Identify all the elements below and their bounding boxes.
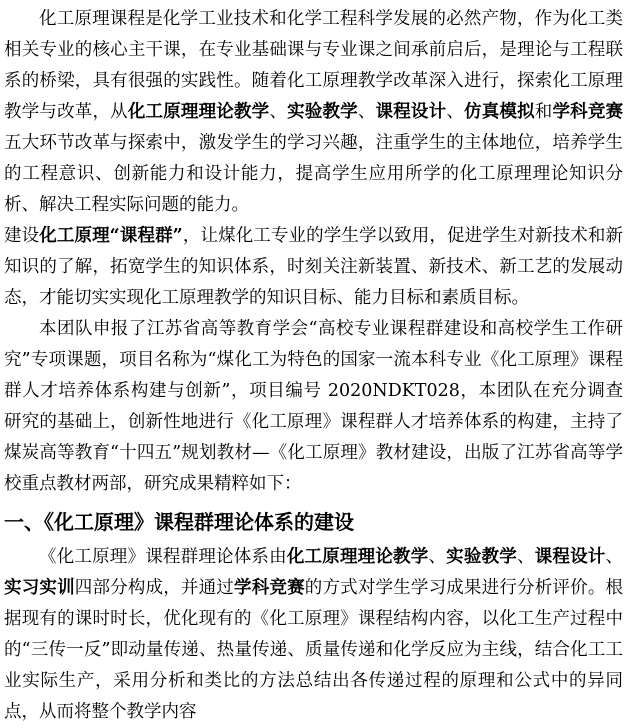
- text-run: 《化工原理》课程群理论体系由: [39, 547, 287, 567]
- bold-term-experiment-teaching: 实验教学: [446, 547, 517, 567]
- bold-term-internship: 实习实训: [4, 578, 75, 598]
- text-run: ，让煤化工专业的学生学以致用，促进学生对新技术和新知识的了解，拓宽学生的知识体系，时刻关注新装置、新技术、新工艺的发展动态，才能切实实现化工原理教学的知识目标、能力目标和素质目标。: [4, 226, 624, 308]
- bold-term-experiment-teaching: 实验教学: [287, 102, 358, 122]
- bold-term-course-design: 课程设计: [534, 547, 606, 567]
- intro-paragraph: [4, 4, 623, 221]
- separator: 、: [428, 547, 447, 567]
- text-run: 五大环节改革与探索中，激发学生的学习兴趣，注重学生的主体地位，培养学生的工程意识、创新能力和设计能力，提高学生应用所学的化工原理理论知识分析、解决工程实际问题的能力。: [4, 133, 623, 215]
- text-run: 本团队申报了江苏省高等教育学会“高校专业课程群建设和高校学生工作研究”专项课题，项目名称为“煤化工为特色的国家一流本科专业《化工原理》课程群人才培养体系构建与创新”，项目编号 2020NDKT028，本团队在充分调查研究的基础上，创新性地进行《化工原理》课程群人才培养体系的构建，主持了煤炭高等教育“十四五”规划教材—《化工原理》教材建设，出版了江苏省高等学校重点教材两部，研究成果精粹如下：: [4, 319, 623, 494]
- project-paragraph: [4, 314, 623, 500]
- bold-term-theory-teaching: 化工原理理论教学: [127, 102, 270, 122]
- bold-term-simulation: 仿真模拟: [464, 102, 535, 122]
- separator: 和: [534, 102, 553, 122]
- bold-term-competition: 学科竞赛: [234, 578, 305, 598]
- separator: 、: [605, 547, 623, 567]
- section-heading: 一、《化工原理》课程群理论体系的建设: [4, 510, 354, 534]
- separator: 、: [516, 547, 535, 567]
- bold-term-theory-teaching: 化工原理理论教学: [286, 547, 429, 567]
- bold-term-competition: 学科竞赛: [552, 102, 624, 122]
- separator: 、: [446, 102, 465, 122]
- bold-term-course-group: 化工原理“课程群”: [39, 226, 183, 246]
- theory-system-paragraph: [4, 542, 623, 728]
- course-group-paragraph: [4, 221, 623, 314]
- separator: 、: [269, 102, 288, 122]
- text-run: 化工原理课程是化学工业技术和化学工程科学发展的必然产物，作为化工类相关专业的核心主干课，在专业基础课与专业课之间承前启后，是理论与工程联系的桥梁，具有很强的实践性。随着化工原理教学改革深入进行，探索化工原理教学与改革，从: [4, 9, 623, 122]
- bold-term-course-design: 课程设计: [375, 102, 447, 122]
- separator: 、: [357, 102, 376, 122]
- text-run: 的方式对学生学习成果进行分析评价。根据现有的课时时长，优化现有的《化工原理》课程结构内容，以化工生产过程中的“三传一反”即动量传递、热量传递、质量传递和化学反应为主线，结合化工工业实际生产，采用分析和类比的方法总结出各传递过程的原理和公式中的异同点，从而将整个教学内容: [4, 578, 624, 722]
- text-run: 四部分构成，并通过: [74, 578, 234, 598]
- text-run: 建设: [4, 226, 40, 246]
